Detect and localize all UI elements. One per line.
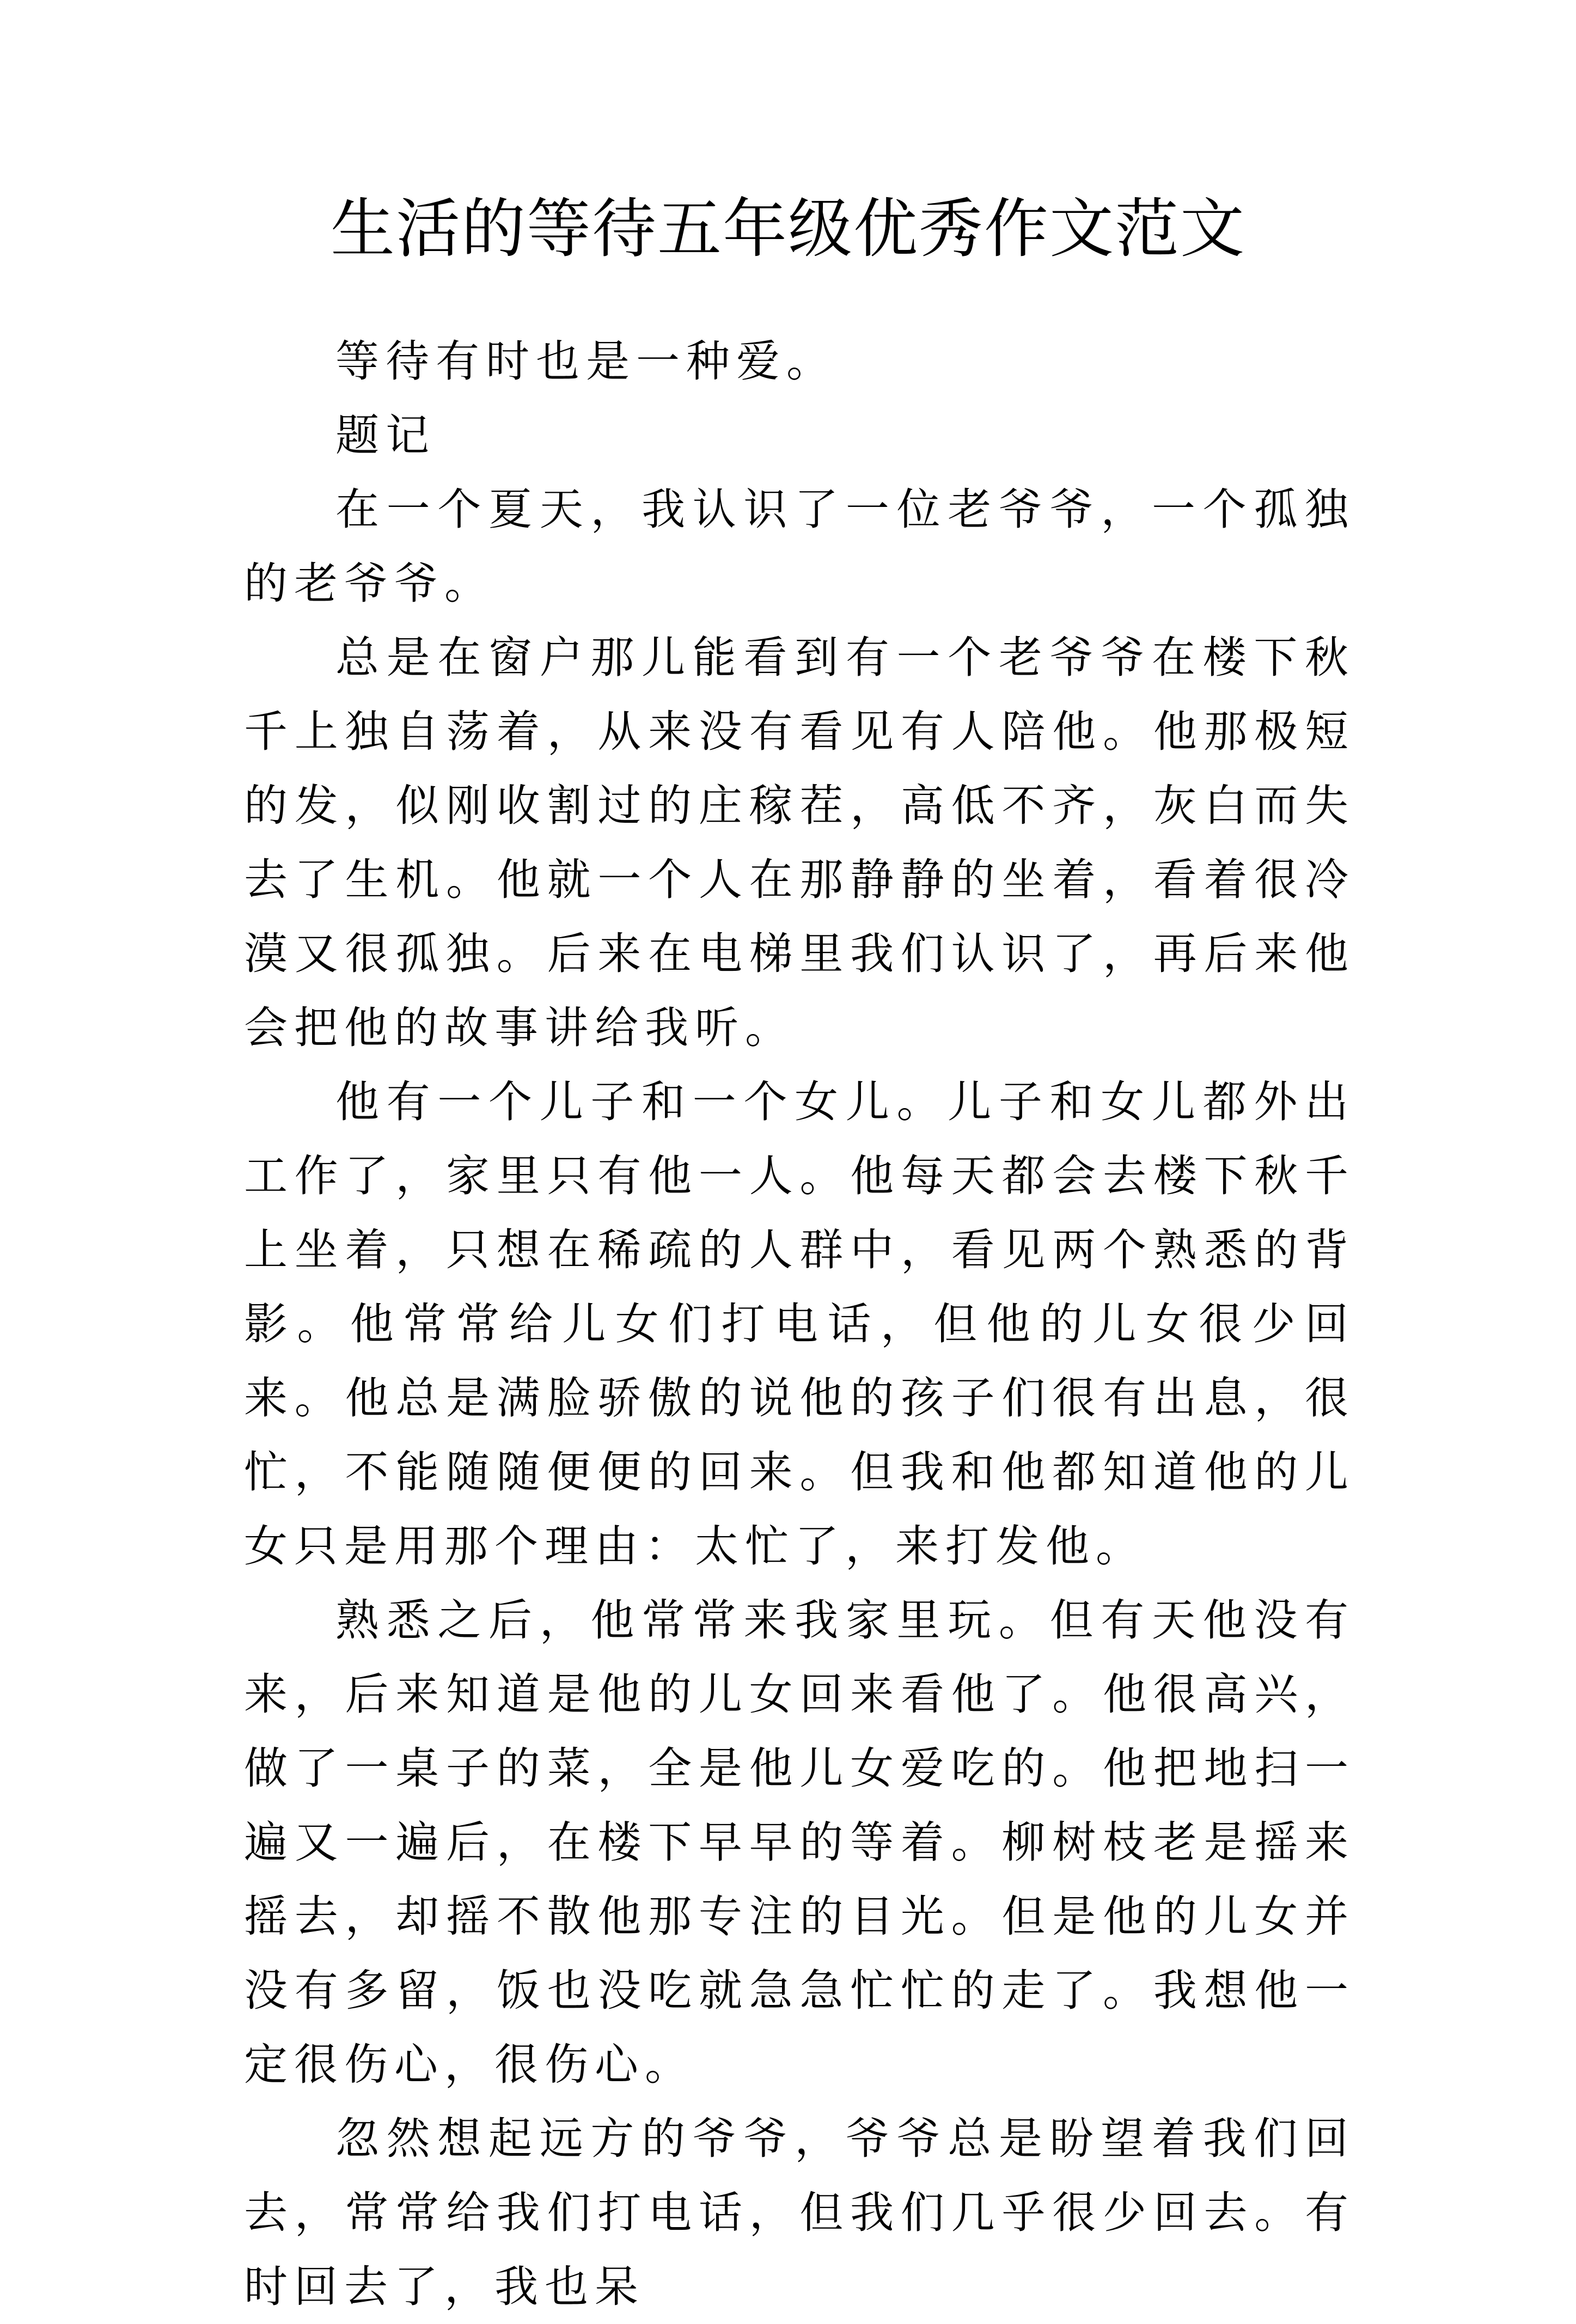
paragraph: 等待有时也是一种爱。 <box>335 336 836 387</box>
paragraph: 总是在窗户那儿能看到有一个老爷爷在楼下秋千上独自荡着，从来没有看见有人陪他。他那极短的发，似刚收割过的庄稼茬，高低不齐，灰白而失去了生机。他就一个人在那静静的坐着，看着很冷漠又很孤独。后来在电梯里我们认识了，再后来他会把他的故事讲给我听。 <box>244 632 1355 1053</box>
paragraph: 他有一个儿子和一个女儿。儿子和女儿都外出工作了，家里只有他一人。他每天都会去楼下秋千上坐着，只想在稀疏的人群中，看见两个熟悉的背影。他常常给儿女们打电话，但他的儿女很少回来。他总是满脸骄傲的说他的孩子们很有出息，很忙，不能随随便便的回来。但我和他都知道他的儿女只是用那个理由：太忙了，来打发他。 <box>244 1077 1355 1571</box>
paragraph: 忽然想起远方的爷爷，爷爷总是盼望着我们回去，常常给我们打电话，但我们几乎很少回去。有时回去了，我也呆 <box>244 2113 1355 2312</box>
paragraph: 题记 <box>335 410 436 461</box>
paragraph: 熟悉之后，他常常来我家里玩。但有天他没有来，后来知道是他的儿女回来看他了。他很高兴，做了一桌子的菜，全是他儿女爱吃的。他把地扫一遍又一遍后，在楼下早早的等着。柳树枝老是摇来摇去，却摇不散他那专注的目光。但是他的儿女并没有多留，饭也没吃就急急忙忙的走了。我想他一定很伤心，很伤心。 <box>244 1595 1355 2090</box>
paragraph: 在一个夏天，我认识了一位老爷爷，一个孤独的老爷爷。 <box>244 484 1355 609</box>
document-body <box>244 325 1355 2324</box>
document-title: 生活的等待五年级优秀作文范文 <box>330 191 1245 266</box>
